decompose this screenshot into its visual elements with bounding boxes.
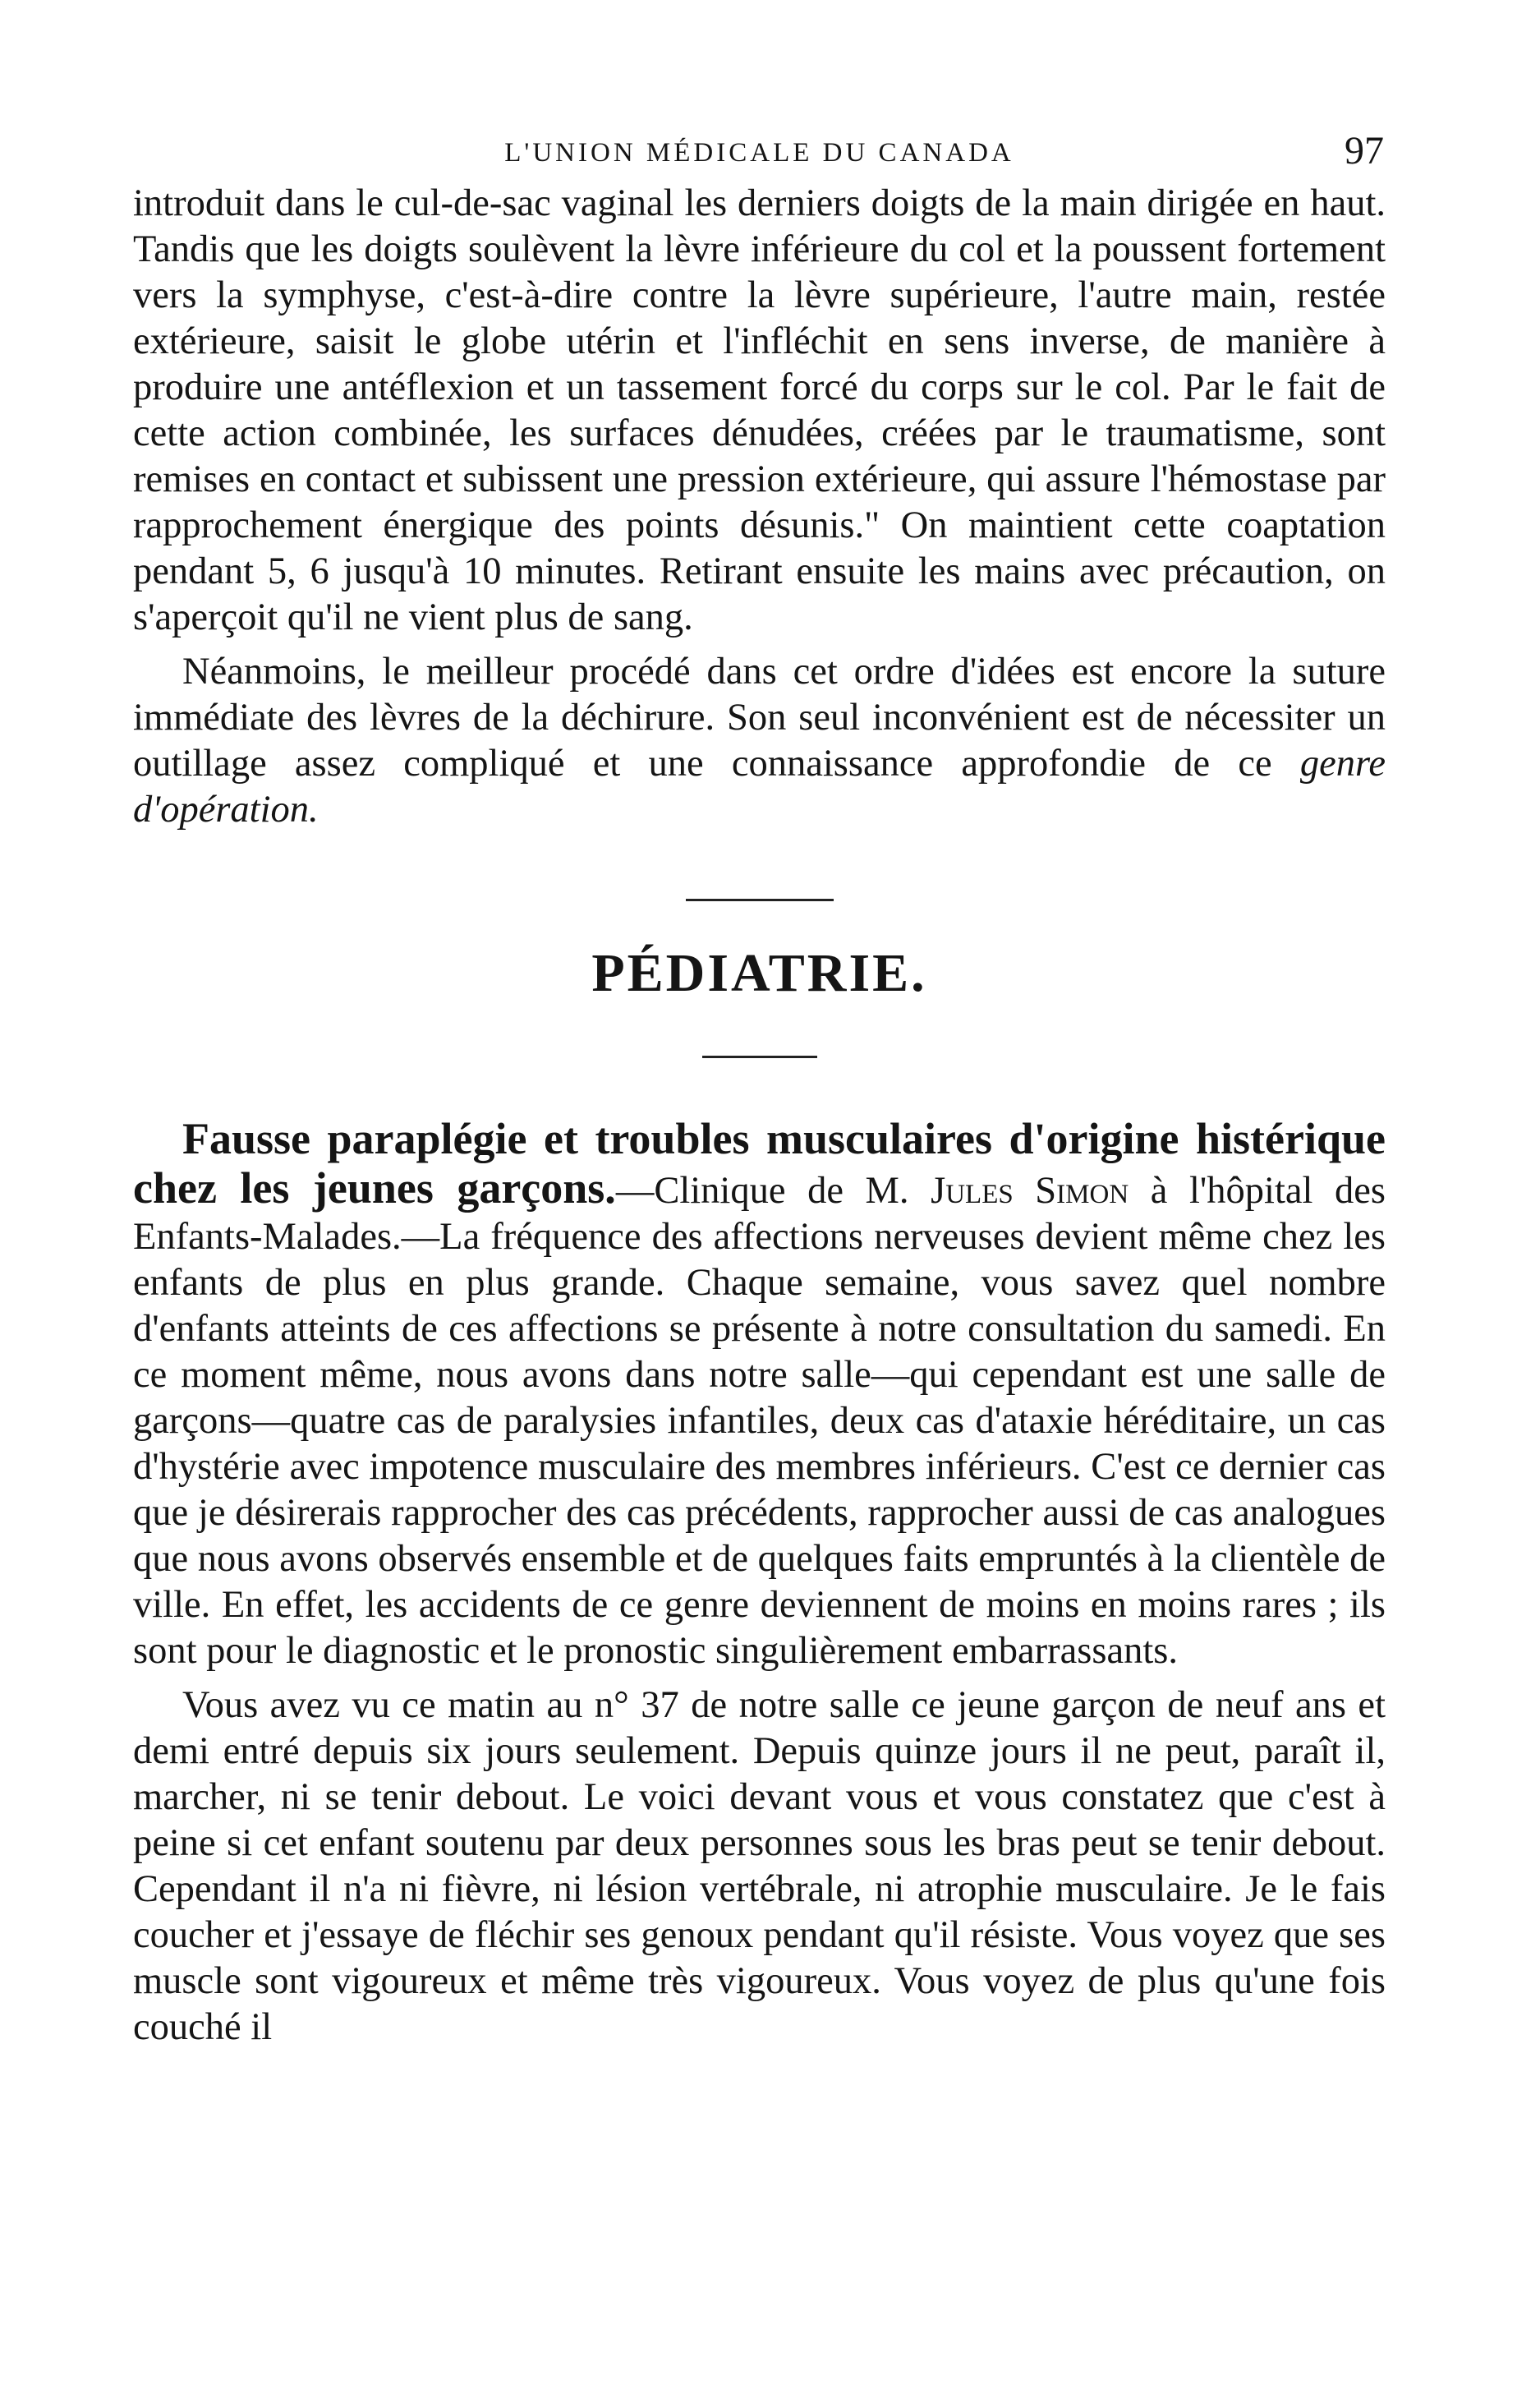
running-title: L'UNION MÉDICALE DU CANADA: [504, 138, 1014, 168]
article-paragraph-1-rest: à l'hôpital des Enfants-Malades.—La fréquence des affections nerveuses devient même chez les enfants de plus en plus grande. Chaque semaine, vous savez quel nombre d'enfants atteints de ces affections se présente à notre consultation du samedi. En ce moment même, nous avons dans notre salle—qui cependant est une salle de garçons—quatre cas de paralysies infantiles, deux cas d'ataxie héréditaire, un cas d'hystérie avec impotence musculaire des membres inférieurs. C'est ce dernier cas que je désirerais rapprocher des cas précédents, rapprocher aussi de cas analogues que nous avons observés ensemble et de quelques faits empruntés à la clientèle de ville. En effet, les accidents de ce genre deviennent de moins en moins rares ; ils sont pour le diagnostic et le pronostic singulièrement embarrassants.: [133, 1170, 1386, 1672]
body-paragraph-2-italic: genre d'opération.: [133, 743, 1386, 831]
article-lead: —Clinique de M.: [615, 1170, 931, 1212]
body-paragraph-1: introduit dans le cul-de-sac vaginal les derniers doigts de la main dirigée en haut. Tandis que les doigts soulèvent la lèvre inférieure du col et la poussent fortement vers la symphyse, c'est-à-dire contre la lèvre supérieure, l'autre main, restée extérieure, saisit le globe utérin et l'infléchit en sens inverse, de manière à produire une antéflexion et un tassement forcé du corps sur le col. Par le fait de cette action combinée, les surfaces dénudées, créées par le traumatisme, sont remises en contact et subissent une pression extérieure, qui assure l'hémostase par rapprochement énergique des points désunis." On maintient cette coaptation pendant 5, 6 jusqu'à 10 minutes. Retirant ensuite les mains avec précaution, on s'aperçoit qu'il ne vient plus de sang.: [133, 182, 1386, 638]
section-rule-top: [686, 899, 834, 901]
section-title: PÉDIATRIE.: [591, 943, 927, 1003]
body-paragraph-2-text: Néanmoins, le meilleur procédé dans cet ordre d'idées est encore la suture immédiate des lèvres de la déchirure. Son seul inconvénient est de nécessiter un outillage assez compliqué et une connaissance approfondie de ce: [133, 651, 1386, 785]
section-rule-bottom: [702, 1056, 817, 1058]
article-paragraph-1: [133, 1116, 1386, 1674]
running-head: [133, 123, 1386, 181]
body-paragraph-2: [133, 649, 1386, 833]
article-title: Fausse paraplégie et troubles musculaires d'origine histérique chez les jeunes garçons.: [133, 1114, 1386, 1213]
page-number: 97: [1345, 129, 1384, 173]
article-paragraph-2: Vous avez vu ce matin au n° 37 de notre salle ce jeune garçon de neuf ans et demi entré depuis six jours seulement. Depuis quinze jours il ne peut, paraît il, marcher, ni se tenir debout. Le voici devant vous et vous constatez que c'est à peine si cet enfant soutenu par deux personnes sous les bras peut se tenir debout. Cependant il n'a ni fièvre, ni lésion vertébrale, ni atrophie musculaire. Je le fais coucher et j'essaye de fléchir ses genoux pendant qu'il résiste. Vous voyez que ses muscle sont vigoureux et même très vigoureux. Vous voyez de plus qu'une fois couché il: [133, 1684, 1386, 2048]
article-author: Jules Simon: [931, 1170, 1129, 1212]
page: [133, 123, 1386, 2051]
